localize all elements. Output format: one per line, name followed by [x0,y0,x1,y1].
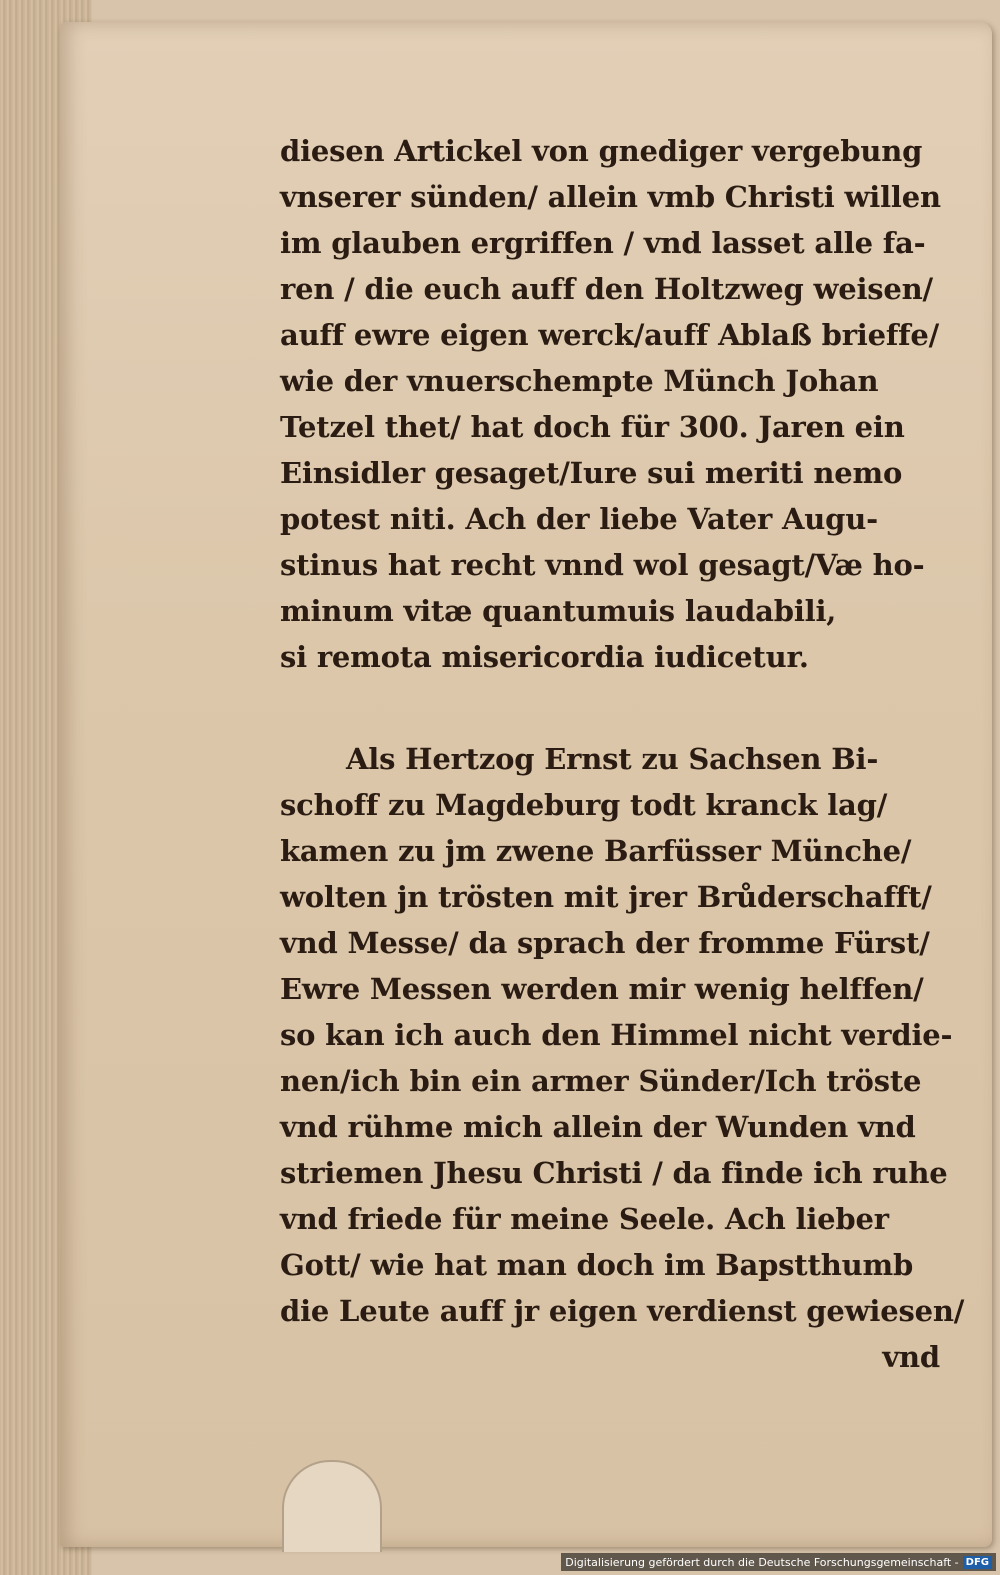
catchword: vnd [882,1340,940,1374]
text-line: vnd rühme mich allein der Wunden vnd [280,1110,916,1144]
text-line: vnd Messe/ da sprach der fromme Fürst/ [280,926,930,960]
credit-text: Digitalisierung gefördert durch die Deutsche Forschungsgemeinschaft - [565,1555,959,1569]
text-line: striemen Jhesu Christi / da finde ich ruhe [280,1156,948,1190]
digitization-credit [561,1553,996,1571]
text-line: wolten jn trösten mit jrer Brůderschafft/ [280,880,932,914]
text-line: stinus hat recht vnnd wol gesagt/Væ ho- [280,548,925,582]
text-line: wie der vnuerschempte Münch Johan [280,364,879,398]
text-line: si remota misericordia iudicetur. [280,640,809,674]
paragraph-1 [280,128,940,680]
text-line: im glauben ergriffen / vnd lasset alle fa- [280,226,926,260]
text-line: Als Hertzog Ernst zu Sachsen Bi- [346,742,879,776]
text-line: so kan ich auch den Himmel nicht verdie- [280,1018,953,1052]
text-line: vnd friede für meine Seele. Ach lieber [280,1202,889,1236]
text-line: vnserer sünden/ allein vmb Christi willen [280,180,941,214]
text-line: nen/ich bin ein armer Sünder/Ich tröste [280,1064,922,1098]
page-tab-cutout [282,1460,382,1552]
text-line: Einsidler gesaget/Iure sui meriti nemo [280,456,903,490]
text-line: die Leute auff jr eigen verdienst gewiesen/ [280,1294,965,1328]
text-line: diesen Artickel von gnediger vergebung [280,134,923,168]
text-line: auff ewre eigen werck/auff Ablaß brieffe/ [280,318,940,352]
text-line: schoff zu Magdeburg todt kranck lag/ [280,788,888,822]
text-line: Tetzel thet/ hat doch für 300. Jaren ein [280,410,905,444]
text-line: ren / die euch auff den Holtzweg weisen/ [280,272,933,306]
page-text [280,128,965,1380]
text-line: Gott/ wie hat man doch im Bapstthumb [280,1248,914,1282]
paragraph-2 [280,736,965,1380]
text-line: kamen zu jm zwene Barfüsser Münche/ [280,834,912,868]
text-line: Ewre Messen werden mir wenig helffen/ [280,972,924,1006]
text-line: minum vitæ quantumuis laudabili, [280,594,837,628]
text-line: potest niti. Ach der liebe Vater Augu- [280,502,878,536]
dfg-logo: DFG [963,1556,992,1569]
